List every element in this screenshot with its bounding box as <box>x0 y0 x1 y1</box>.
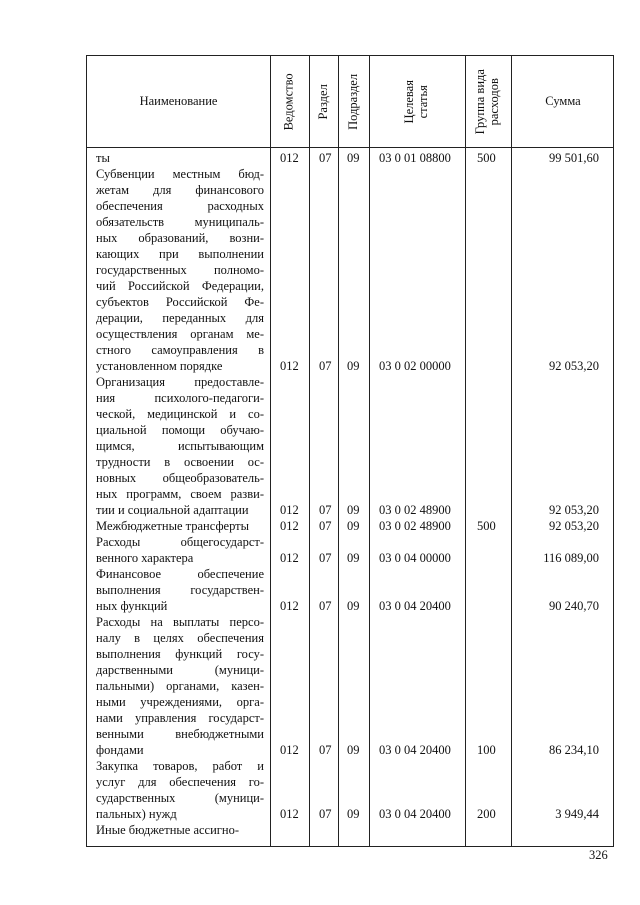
header-vedomstvo: Ведомство <box>281 73 296 131</box>
row-name-line: пальных) нужд <box>96 807 177 821</box>
row-name-line: трудности в освоении ос- <box>96 455 264 469</box>
row-summa: 92 053,20 <box>549 359 599 373</box>
row-name-line: сударственных (муници- <box>96 791 264 805</box>
header-podrazdel: Подраздел <box>345 74 360 130</box>
row-name-line: тии и социальной адаптации <box>96 503 249 517</box>
header-name: Наименование <box>139 94 218 109</box>
row-name <box>96 374 264 518</box>
row-vedomstvo: 012 <box>280 807 299 821</box>
row-name-line: нами управления государст- <box>96 711 264 725</box>
row-razdel: 07 <box>319 519 332 533</box>
col-divider <box>465 56 466 846</box>
row-vedomstvo: 012 <box>280 151 299 165</box>
budget-table <box>86 55 614 847</box>
row-gruppa: 500 <box>477 151 496 165</box>
row-name-line: ты <box>96 151 110 165</box>
row-vedomstvo: 012 <box>280 503 299 517</box>
row-name-line: дерации, переданных для <box>96 311 264 325</box>
row-name-line: фондами <box>96 743 144 757</box>
table-header <box>87 56 613 148</box>
row-name-line: налу в целях обеспечения <box>96 631 264 645</box>
row-name <box>96 166 264 374</box>
row-name-line: венными внебюджетными <box>96 727 264 741</box>
row-name-line: ческой, медицинской и со- <box>96 407 264 421</box>
row-name <box>96 614 264 758</box>
row-name <box>96 758 264 822</box>
row-celevaya-statya: 03 0 04 20400 <box>379 807 451 821</box>
row-summa: 86 234,10 <box>549 743 599 757</box>
page-number: 326 <box>589 848 608 862</box>
header-summa: Сумма <box>545 94 581 109</box>
row-name-line: выполнения государствен- <box>96 583 264 597</box>
row-name-line: жетам для финансового <box>96 183 264 197</box>
row-gruppa: 100 <box>477 743 496 757</box>
row-name <box>96 518 264 534</box>
row-name-line: кающих при выполнении <box>96 247 264 261</box>
row-name-line: ния психолого-педагоги- <box>96 391 264 405</box>
row-celevaya-statya: 03 0 01 08800 <box>379 151 451 165</box>
row-name-line: дарственными (муници- <box>96 663 264 677</box>
row-name-line: циальной помощи обучаю- <box>96 423 264 437</box>
row-name-line: щимся, испытывающим <box>96 439 264 453</box>
row-celevaya-statya: 03 0 02 00000 <box>379 359 451 373</box>
row-name-line: ных программ, своем разви- <box>96 487 264 501</box>
row-podrazdel: 09 <box>347 503 360 517</box>
row-razdel: 07 <box>319 503 332 517</box>
row-vedomstvo: 012 <box>280 599 299 613</box>
row-celevaya-statya: 03 0 04 20400 <box>379 743 451 757</box>
row-razdel: 07 <box>319 551 332 565</box>
row-razdel: 07 <box>319 359 332 373</box>
row-gruppa: 500 <box>477 519 496 533</box>
row-podrazdel: 09 <box>347 519 360 533</box>
row-summa: 90 240,70 <box>549 599 599 613</box>
row-summa: 92 053,20 <box>549 503 599 517</box>
row-name-line: пальными) органами, казен- <box>96 679 264 693</box>
row-name <box>96 150 264 166</box>
row-razdel: 07 <box>319 151 332 165</box>
row-celevaya-statya: 03 0 04 20400 <box>379 599 451 613</box>
row-name <box>96 534 264 566</box>
header-celevaya-statya: Целевая статья <box>402 80 430 124</box>
row-name-line: Иные бюджетные ассигно- <box>96 823 240 837</box>
row-name-line: Финансовое обеспечение <box>96 567 264 581</box>
row-name-line: Субвенции местным бюд- <box>96 167 264 181</box>
row-celevaya-statya: 03 0 02 48900 <box>379 519 451 533</box>
row-name <box>96 566 264 614</box>
row-summa: 92 053,20 <box>549 519 599 533</box>
row-gruppa: 200 <box>477 807 496 821</box>
row-razdel: 07 <box>319 807 332 821</box>
row-name-line: стного самоуправления в <box>96 343 264 357</box>
row-name-line: установленном порядке <box>96 359 223 373</box>
col-divider <box>511 56 512 846</box>
row-name-line: выполнения функций госу- <box>96 647 264 661</box>
row-summa: 99 501,60 <box>549 151 599 165</box>
row-name-line: венного характера <box>96 551 194 565</box>
row-name-line: ных образований, возни- <box>96 231 264 245</box>
row-name-line: обязательств муниципаль- <box>96 215 264 229</box>
row-celevaya-statya: 03 0 02 48900 <box>379 503 451 517</box>
row-vedomstvo: 012 <box>280 359 299 373</box>
row-vedomstvo: 012 <box>280 551 299 565</box>
row-vedomstvo: 012 <box>280 519 299 533</box>
col-divider <box>309 56 310 846</box>
row-podrazdel: 09 <box>347 807 360 821</box>
row-name-line: новных общеобразователь- <box>96 471 264 485</box>
row-name-line: ными учреждениями, орга- <box>96 695 264 709</box>
row-podrazdel: 09 <box>347 551 360 565</box>
row-name-line: Организация предоставле- <box>96 375 264 389</box>
header-gruppa-vida-rashodov: Группа вида расходов <box>473 69 502 135</box>
row-name-line: ных функций <box>96 599 168 613</box>
row-razdel: 07 <box>319 743 332 757</box>
row-podrazdel: 09 <box>347 743 360 757</box>
row-podrazdel: 09 <box>347 599 360 613</box>
row-podrazdel: 09 <box>347 151 360 165</box>
row-name-line: Расходы общегосударст- <box>96 535 264 549</box>
row-podrazdel: 09 <box>347 359 360 373</box>
row-name-line: чий Российской Федерации, <box>96 279 264 293</box>
row-name-line: субъектов Российской Фе- <box>96 295 264 309</box>
row-name <box>96 822 264 838</box>
row-name-line: обеспечения расходных <box>96 199 264 213</box>
col-divider <box>338 56 339 846</box>
row-name-line: услуг для обеспечения го- <box>96 775 264 789</box>
header-razdel: Раздел <box>315 84 330 120</box>
col-divider <box>369 56 370 846</box>
row-razdel: 07 <box>319 599 332 613</box>
row-summa: 116 089,00 <box>543 551 599 565</box>
row-name-line: Расходы на выплаты персо- <box>96 615 264 629</box>
row-vedomstvo: 012 <box>280 743 299 757</box>
row-name-line: Межбюджетные трансферты <box>96 519 250 533</box>
row-name-line: осуществления органам ме- <box>96 327 264 341</box>
row-name-line: государственных полномо- <box>96 263 264 277</box>
row-summa: 3 949,44 <box>555 807 599 821</box>
row-celevaya-statya: 03 0 04 00000 <box>379 551 451 565</box>
col-divider <box>270 56 271 846</box>
row-name-line: Закупка товаров, работ и <box>96 759 264 773</box>
